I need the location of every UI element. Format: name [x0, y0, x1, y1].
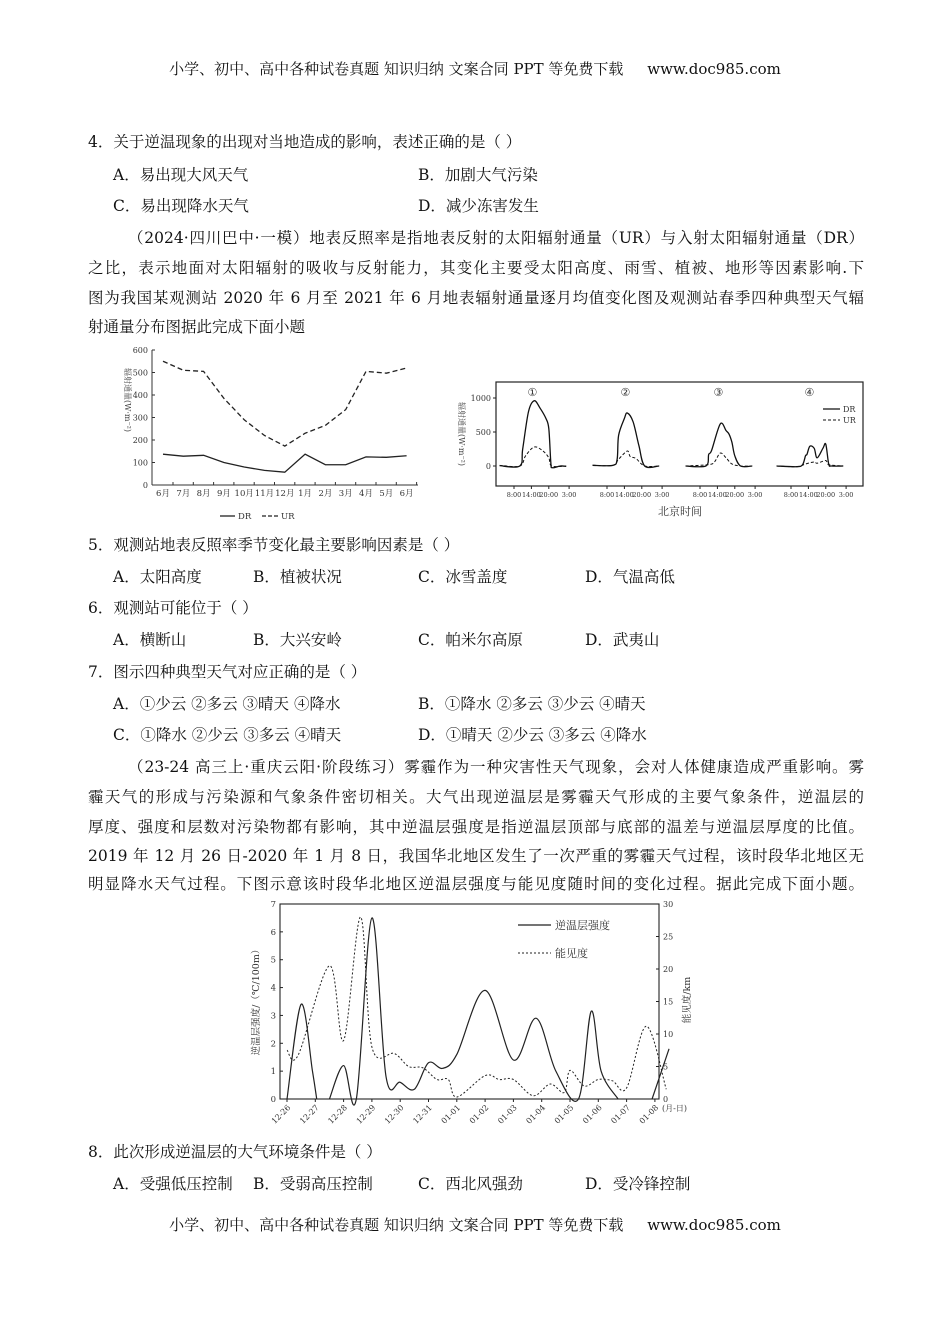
legend-dr-label: DR — [238, 512, 252, 522]
x-tick-label: 8月 — [196, 489, 211, 499]
panel-label: ① — [527, 386, 538, 399]
x-axis-label: 北京时间 — [658, 505, 702, 518]
passage1-line: 之比，表示地面对太阳辐射的吸收与反射能力，其变化主要受太阳高度、雨雪、植被、地形等因素影响.下 — [88, 259, 864, 277]
series-line — [329, 918, 618, 1105]
x-tick-label: 12-29 — [354, 1103, 378, 1126]
q8-option-c: C．西北风强劲 — [418, 1175, 523, 1193]
series-line — [652, 1049, 669, 1099]
panel-label: ③ — [713, 386, 724, 399]
y2-tick-label: 20 — [663, 965, 674, 974]
y-axis-label: 辐射通量(W·m⁻²) — [123, 367, 132, 433]
header-text: 小学、初中、高中各种试卷真题 知识归纳 文案合同 PPT 等免费下载 — [169, 60, 624, 78]
x-tick-label: 3月 — [338, 489, 353, 499]
q7-stem: 7．图示四种典型天气对应正确的是（ ） — [88, 663, 367, 681]
panel-label: ② — [620, 386, 631, 399]
q5-option-b: B．植被状况 — [253, 568, 342, 586]
y-tick-label: 400 — [132, 391, 148, 400]
y2-axis-label: 能见度/km — [682, 976, 693, 1024]
y-tick-label: 500 — [132, 368, 148, 378]
q8-option-b: B．受弱高压控制 — [253, 1175, 373, 1193]
q6-stem: 6．观测站可能位于（ ） — [88, 599, 258, 617]
passage1-line: 图为我国某观测站 2020 年 6 月至 2021 年 6 月地表辐射通量逐月均值变化图及观测站春季四种典型天气辐 — [88, 289, 864, 307]
y-tick-label: 0 — [142, 481, 148, 490]
y-tick-label: 0 — [485, 462, 491, 471]
q5-stem: 5．观测站地表反照率季节变化最主要影响因素是（ ） — [88, 536, 460, 554]
y-tick-label: 2 — [270, 1039, 276, 1050]
y-tick-label: 1 — [270, 1067, 276, 1078]
x-tick-label: 8:00 — [692, 491, 708, 499]
legend-visibility-label: 能见度 — [555, 947, 588, 960]
page-header — [0, 58, 950, 79]
series-line-UR — [163, 361, 407, 446]
legend-inversion-label: 逆温层强度 — [555, 919, 610, 932]
ur-line — [777, 461, 844, 467]
q6-option-c: C．帕米尔高原 — [418, 631, 523, 649]
y-tick-label: 1000 — [470, 394, 491, 403]
footer-text: 小学、初中、高中各种试卷真题 知识归纳 文案合同 PPT 等免费下载 — [169, 1216, 624, 1234]
x-tick-label: 20:00 — [816, 491, 836, 499]
x-tick-label: 20:00 — [539, 491, 559, 499]
x-tick-label: 5月 — [379, 489, 394, 499]
x-tick-label: 14:00 — [615, 491, 634, 499]
passage1-line: 射通量分布图据此完成下面小题 — [88, 318, 306, 336]
y-tick-label: 300 — [132, 413, 148, 423]
y2-tick-label: 15 — [663, 997, 674, 1007]
series-line-DR — [163, 454, 407, 472]
q8-stem: 8．此次形成逆温层的大气环境条件是（ ） — [88, 1143, 382, 1161]
y-tick-label: 3 — [270, 1011, 276, 1022]
ur-line — [500, 447, 567, 467]
x-tick-label: 11月 — [254, 489, 275, 499]
dr-line — [593, 413, 660, 468]
dr-line — [686, 423, 753, 467]
q8-option-d: D．受冷锋控制 — [585, 1175, 691, 1193]
x-tick-label: 3:00 — [838, 491, 854, 499]
y2-tick-label: 10 — [663, 1030, 674, 1039]
x-tick-label: 01-08 — [637, 1103, 661, 1126]
q6-option-a: A．横断山 — [113, 631, 187, 649]
x-axis-unit: (月-日) — [662, 1104, 687, 1113]
legend-dr-label: DR — [843, 405, 856, 414]
q7-option-a: A．①少云 ②多云 ③晴天 ④降水 — [113, 695, 341, 713]
x-tick-label: 10月 — [234, 489, 254, 499]
x-tick-label: 12月 — [275, 489, 295, 499]
legend-ur-label: UR — [843, 416, 856, 425]
x-tick-label: 12-30 — [382, 1103, 406, 1126]
x-tick-label: 6月 — [399, 489, 414, 499]
dr-line — [777, 443, 844, 466]
footer-url[interactable]: www.doc985.com — [647, 1216, 781, 1234]
plot-frame — [496, 382, 863, 486]
q5-option-a: A．太阳高度 — [113, 568, 202, 586]
x-tick-label: 3:00 — [654, 491, 670, 499]
x-tick-label: 01-07 — [609, 1103, 633, 1126]
x-tick-label: 01-01 — [439, 1103, 463, 1126]
ur-line — [686, 453, 753, 466]
y-tick-label: 500 — [475, 428, 491, 437]
y-axis-label: 辐射通量(W·m⁻²) — [457, 401, 466, 467]
y-tick-label: 4 — [270, 983, 276, 994]
x-tick-label: 9月 — [216, 489, 231, 499]
y2-tick-label: 30 — [663, 900, 674, 909]
passage2-line: （23-24 高三上·重庆云阳·阶段练习）雾霾作为一种灾害性天气现象，会对人体健康造成严重影响。雾 — [128, 758, 864, 776]
x-tick-label: 12-28 — [326, 1103, 350, 1126]
passage2-line: 2019 年 12 月 26 日-2020 年 1 月 8 日，我国华北地区发生了一次严重的雾霾天气过程，该时段华北地区无 — [88, 847, 864, 865]
y-tick-label: 600 — [132, 346, 148, 355]
q7-option-b: B．①降水 ②多云 ③少云 ④晴天 — [418, 695, 646, 713]
q5-option-d: D．气温高低 — [585, 568, 675, 586]
passage2-line: 明显降水天气过程。下图示意该时段华北地区逆温层强度与能见度随时间的变化过程。据此完成下面小题。 — [88, 875, 864, 893]
q7-option-d: D．①晴天 ②少云 ③多云 ④降水 — [418, 726, 647, 744]
q4-stem: 4．关于逆温现象的出现对当地造成的影响，表述正确的是（ ） — [88, 133, 522, 151]
q4-option-d: D．减少冻害发生 — [418, 197, 539, 215]
x-tick-label: 1月 — [298, 489, 313, 499]
y-tick-label: 0 — [270, 1095, 276, 1105]
x-tick-label: 20:00 — [632, 491, 652, 499]
x-tick-label: 3:00 — [747, 491, 763, 499]
x-tick-label: 12-26 — [269, 1103, 293, 1126]
x-tick-label: 12-27 — [298, 1103, 321, 1126]
x-tick-label: 3:00 — [561, 491, 577, 499]
dr-line — [500, 401, 567, 468]
y2-tick-label: 0 — [663, 1095, 669, 1104]
q4-option-b: B．加剧大气污染 — [418, 166, 538, 184]
y-tick-label: 200 — [132, 436, 148, 445]
x-tick-label: 7月 — [176, 489, 191, 499]
q6-option-b: B．大兴安岭 — [253, 631, 342, 649]
y-tick-label: 6 — [270, 927, 276, 938]
x-tick-label: 01-06 — [581, 1103, 604, 1126]
x-tick-label: 6月 — [156, 489, 170, 499]
y-tick-label: 100 — [132, 458, 148, 468]
passage2-line: 霾天气的形成与污染源和气象条件密切相关。大气出现逆温层是雾霾天气形成的主要气象条件，逆温层的 — [88, 788, 864, 806]
x-tick-label: 14:00 — [708, 491, 727, 499]
header-url[interactable]: www.doc985.com — [647, 60, 781, 78]
page-footer — [0, 1214, 950, 1235]
x-tick-label: 01-03 — [496, 1103, 519, 1126]
ur-line — [593, 451, 660, 467]
q4-option-a: A．易出现大风天气 — [113, 166, 249, 184]
x-tick-label: 01-02 — [467, 1103, 491, 1126]
y-tick-label: 7 — [270, 900, 276, 910]
q6-option-d: D．武夷山 — [585, 631, 660, 649]
x-tick-label: 4月 — [359, 489, 373, 499]
q8-option-a: A．受强低压控制 — [113, 1175, 233, 1193]
x-tick-label: 01-05 — [552, 1103, 576, 1126]
x-tick-label: 14:00 — [522, 491, 541, 499]
panel-label: ④ — [804, 386, 815, 399]
series-line — [287, 1004, 317, 1099]
plot-frame — [280, 904, 659, 1099]
x-tick-label: 2月 — [318, 489, 333, 499]
x-tick-label: 8:00 — [783, 491, 799, 499]
x-tick-label: 12-31 — [411, 1103, 434, 1126]
x-tick-label: 8:00 — [599, 491, 615, 499]
x-tick-label: 8:00 — [506, 491, 522, 499]
y-axis-label: 逆温层强度/（℃/100m） — [251, 944, 262, 1056]
legend-ur-label: UR — [281, 512, 295, 522]
passage1-line: （2024·四川巴中·一模）地表反照率是指地表反射的太阳辐射通量（UR）与入射太阳辐射通量（DR） — [128, 229, 864, 247]
passage2-line: 厚度、强度和层数对污染物都有影响，其中逆温层强度是指逆温层顶部与底部的温差与逆温层厚度的比值。 — [88, 818, 864, 836]
x-tick-label: 14:00 — [799, 491, 818, 499]
q5-option-c: C．冰雪盖度 — [418, 568, 508, 586]
q4-option-c: C．易出现降水天气 — [113, 197, 249, 215]
y-tick-label: 5 — [270, 955, 276, 966]
q7-option-c: C．①降水 ②少云 ③多云 ④晴天 — [113, 726, 342, 744]
x-tick-label: 01-04 — [524, 1103, 548, 1126]
y2-tick-label: 5 — [663, 1062, 669, 1072]
x-tick-label: 20:00 — [725, 491, 745, 499]
y2-tick-label: 25 — [663, 932, 674, 942]
